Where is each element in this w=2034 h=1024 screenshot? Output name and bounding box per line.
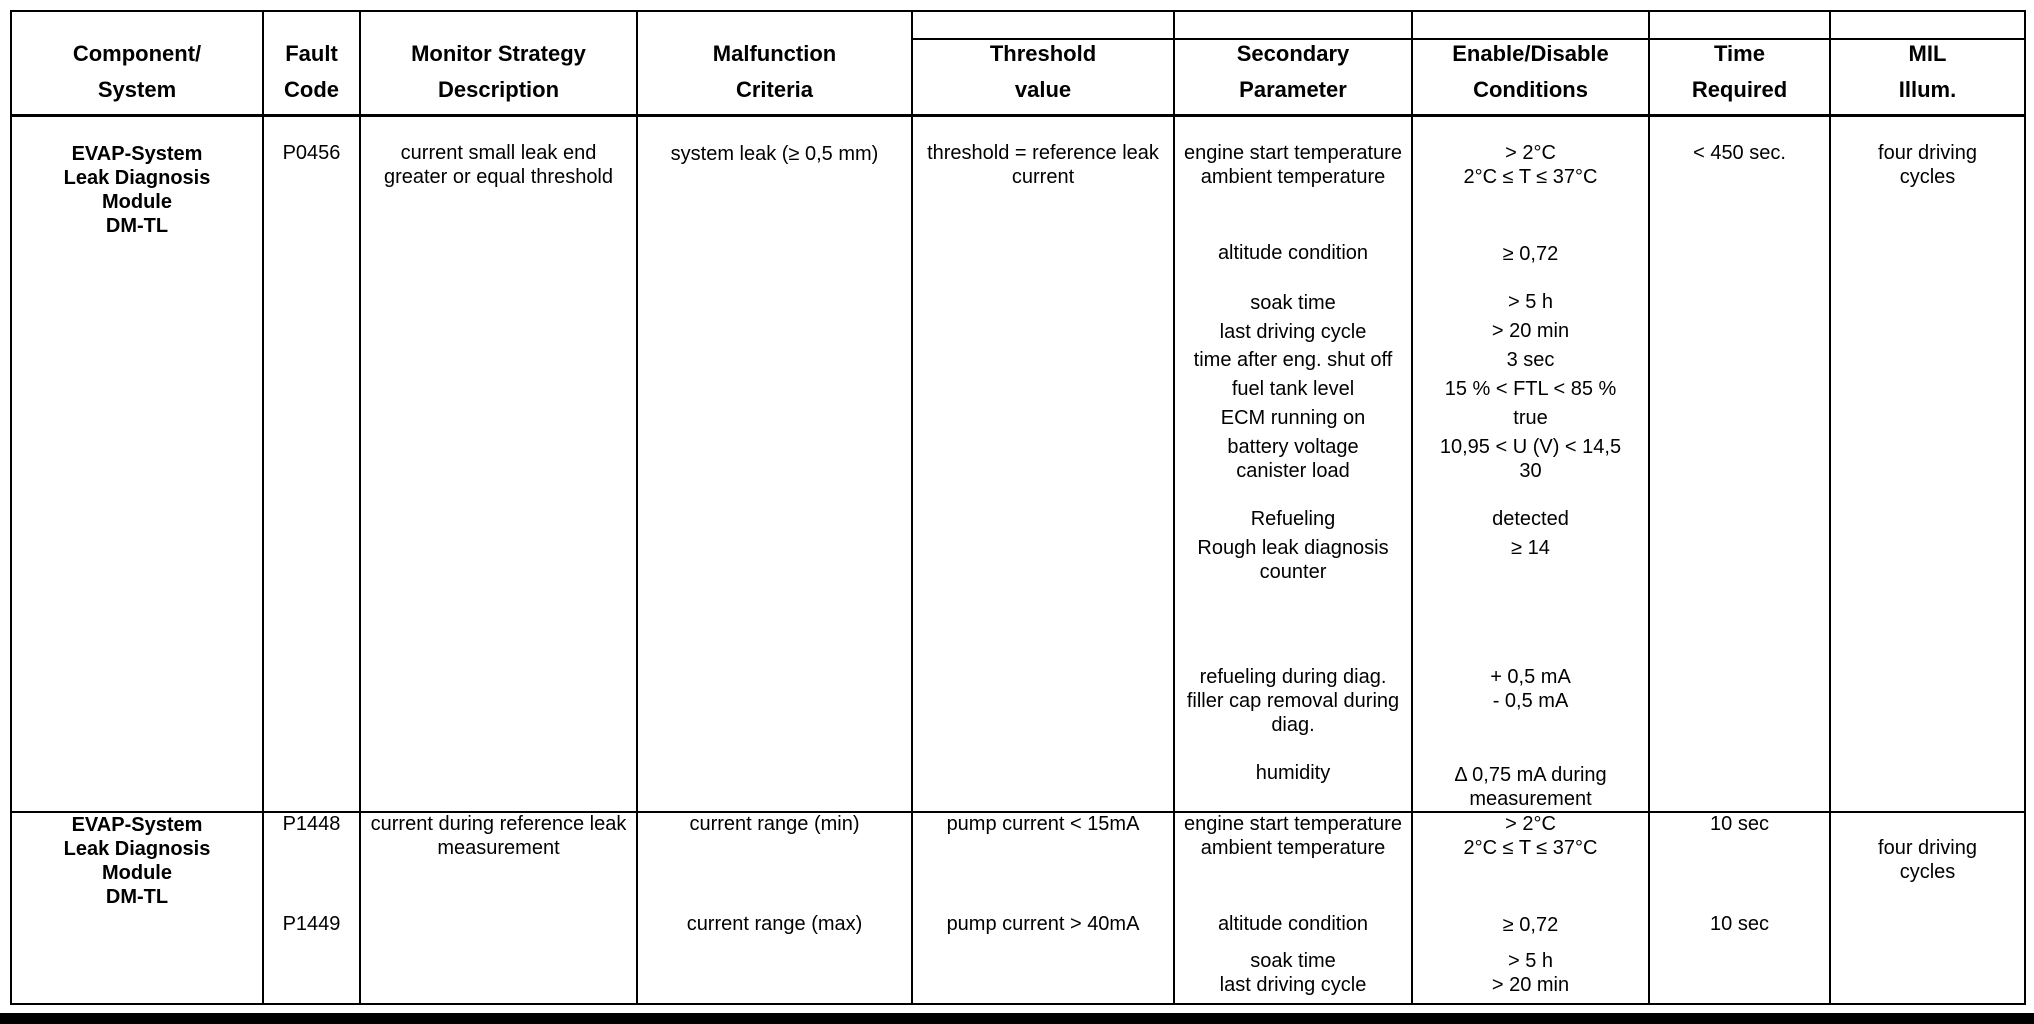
header-time-required: Time Required bbox=[1691, 41, 1788, 102]
table-border-top bbox=[10, 10, 2026, 12]
header-component: Component/ System bbox=[72, 41, 202, 102]
row2-threshold-b: pump current > 40mA bbox=[946, 913, 1140, 935]
row1-cond-9: detected bbox=[1492, 508, 1569, 530]
header-enable-conditions: Enable/Disable Conditions bbox=[1452, 41, 1609, 102]
row1-param-2: altitude condition bbox=[1217, 242, 1369, 264]
row1-cond-1: > 2°C 2°C ≤ T ≤ 37°C bbox=[1463, 142, 1598, 188]
row2-monitor-description: current during reference leak measurement bbox=[370, 813, 627, 859]
table-border-bottom bbox=[10, 1003, 2026, 1005]
row1-param-8: battery voltage canister load bbox=[1227, 436, 1359, 482]
header-bottom-line bbox=[10, 114, 2026, 117]
row1-cond-8: 10,95 < U (V) < 14,5 30 bbox=[1439, 436, 1622, 482]
row2-malfunction-a: current range (min) bbox=[689, 813, 860, 835]
row2-cond-2: ≥ 0,72 bbox=[1502, 914, 1559, 936]
row1-param-12: humidity bbox=[1255, 762, 1331, 784]
col-line-9 bbox=[2024, 10, 2026, 1004]
header-mil-illum: MIL Illum. bbox=[1898, 41, 1957, 102]
row2-fault-code-b: P1449 bbox=[282, 913, 341, 935]
row1-cond-6: 15 % < FTL < 85 % bbox=[1444, 378, 1617, 400]
row1-cond-10: ≥ 14 bbox=[1511, 537, 1550, 559]
row1-cond-3: > 5 h bbox=[1507, 291, 1554, 313]
row2-param-2: altitude condition bbox=[1217, 913, 1369, 935]
row1-fault-code: P0456 bbox=[282, 142, 341, 164]
row1-param-7: ECM running on bbox=[1220, 407, 1366, 429]
header-threshold-value: Threshold value bbox=[989, 41, 1097, 102]
header-fault-code: Fault Code bbox=[284, 41, 339, 102]
row2-time-a: 10 sec bbox=[1710, 813, 1769, 835]
header-malfunction-criteria: Malfunction Criteria bbox=[712, 41, 837, 102]
header-secondary-parameter: Secondary Parameter bbox=[1236, 41, 1350, 102]
row1-cond-11: + 0,5 mA - 0,5 mA bbox=[1490, 666, 1571, 712]
row1-param-10: Rough leak diagnosis counter bbox=[1197, 537, 1389, 583]
row1-time-required: < 450 sec. bbox=[1693, 142, 1786, 164]
row2-mil-illum: four driving cycles bbox=[1878, 837, 1977, 883]
row1-param-9: Refueling bbox=[1250, 508, 1336, 530]
row1-component: EVAP-System Leak Diagnosis Module DM-TL bbox=[63, 143, 211, 237]
row1-param-3: soak time bbox=[1250, 292, 1336, 314]
row2-param-1: engine start temperature ambient temperature bbox=[1184, 813, 1402, 859]
row2-fault-code-a: P1448 bbox=[282, 813, 341, 835]
row1-threshold-value: threshold = reference leak current bbox=[927, 142, 1159, 188]
row1-param-5: time after eng. shut off bbox=[1193, 349, 1393, 371]
row1-malfunction-criteria: system leak (≥ 0,5 mm) bbox=[670, 143, 879, 165]
row2-cond-1: > 2°C 2°C ≤ T ≤ 37°C bbox=[1463, 813, 1598, 859]
row1-mil-illum: four driving cycles bbox=[1878, 142, 1977, 188]
row2-malfunction-b: current range (max) bbox=[686, 913, 863, 935]
row1-param-6: fuel tank level bbox=[1231, 378, 1355, 400]
header-monitor-strategy: Monitor Strategy Description bbox=[411, 41, 586, 102]
row1-param-1: engine start temperature ambient temperature bbox=[1184, 142, 1402, 188]
row1-cond-7: true bbox=[1513, 407, 1548, 429]
row1-param-11: refueling during diag. filler cap removal during diag. bbox=[1186, 666, 1400, 736]
row1-param-4: last driving cycle bbox=[1219, 321, 1367, 343]
page-bottom-bar bbox=[0, 1013, 2034, 1024]
row1-monitor-description: current small leak end greater or equal threshold bbox=[383, 142, 614, 188]
row1-cond-5: 3 sec bbox=[1506, 349, 1555, 371]
row2-component: EVAP-System Leak Diagnosis Module DM-TL bbox=[63, 814, 211, 908]
row2-threshold-a: pump current < 15mA bbox=[946, 813, 1140, 835]
row1-cond-12: Δ 0,75 mA during measurement bbox=[1454, 764, 1607, 810]
row1-cond-2: ≥ 0,72 bbox=[1502, 243, 1559, 265]
row2-time-b: 10 sec bbox=[1710, 913, 1769, 935]
row2-param-3: soak time last driving cycle bbox=[1219, 950, 1367, 996]
row2-cond-3: > 5 h > 20 min bbox=[1491, 950, 1570, 996]
row1-cond-4: > 20 min bbox=[1491, 320, 1570, 342]
